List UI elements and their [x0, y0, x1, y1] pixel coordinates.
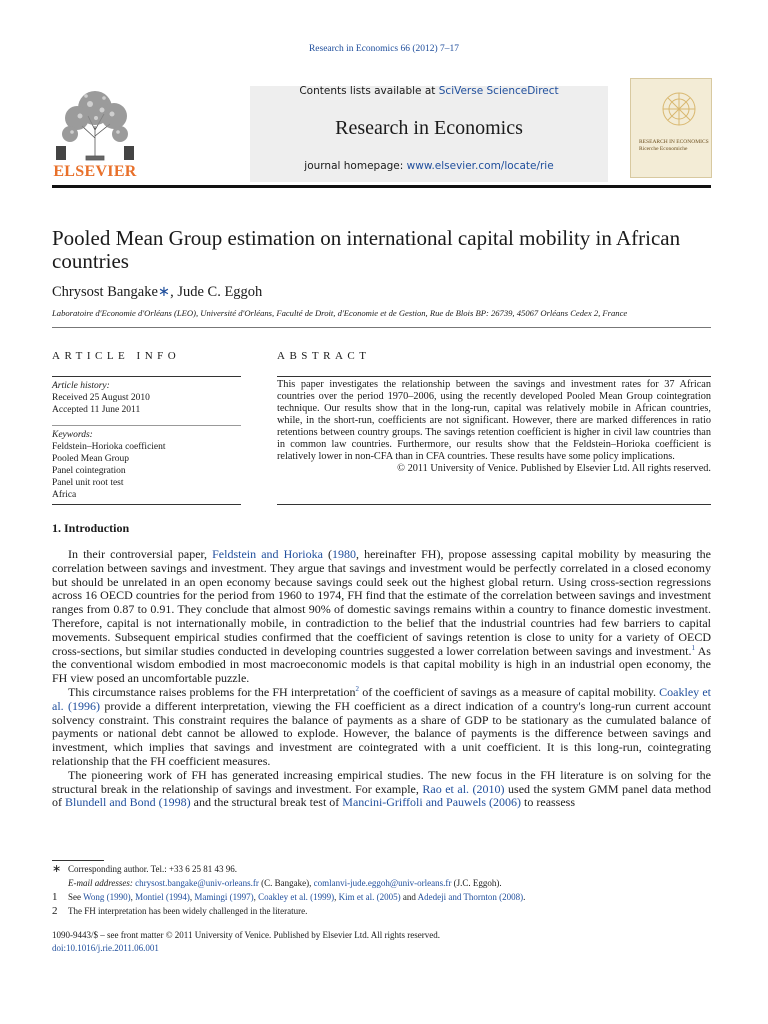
- accepted-date: Accepted 11 June 2011: [52, 405, 141, 415]
- keywords-label: Keywords:: [52, 430, 93, 440]
- affiliation-rule: [52, 327, 711, 328]
- text-run: , hereinafter FH), propose assessing capital mobility by measuring the correlation between savings and investment. They argue that savings and investment would be perfectly correlated in a closed economy but should be unrelated in an open economy because savings could seek out the highest global return. Using cross-section regressions across 16 OECD countries for the period from 1960 to 1974, FH find that the estimate of the correlation between savings and investment ranges from 0.87 to 0.91. They conclude that almost 90% of domestic savings remains within a country to finance domestic investment. Therefore, capital is not internationally mobile, in contradiction to the belief that the industrial countries had few barriers to capital movements. Subsequent empirical studies confirmed that the coefficient of savings retention is close to unity for a variety of OECD cross-sections, but similar studies conducted in developing countries suggested a lower correlation between savings and investment.: [52, 547, 711, 658]
- keyword-item: Africa: [52, 490, 77, 500]
- citation-link[interactable]: Wong (1990): [83, 892, 131, 902]
- citation-link[interactable]: Mancini-Griffoli and Pauwels (2006): [342, 795, 522, 810]
- footnote-marker: ∗: [52, 863, 62, 875]
- text-run: and the structural break test of: [190, 795, 343, 810]
- journal-title: Research in Economics: [335, 117, 523, 139]
- keyword-item: Pooled Mean Group: [52, 454, 130, 464]
- abstract-rule-top: [277, 376, 711, 377]
- text-run: As the conventional wisdom embodied in most macroeconomic models is that capital mobility is high in an industrial open economy, the FH view posed an uncomfortable puzzle.: [52, 643, 711, 686]
- text-run: The pioneering work of FH has generated increasing empirical studies. The new focus in the FH literature is on solving for the structural break in the relationship of savings and investment. For example,: [52, 767, 711, 796]
- article-title: Pooled Mean Group estimation on international capital mobility in African countries: [52, 226, 681, 273]
- footnote-text: Corresponding author. Tel.: +33 6 25 81 43 96.: [68, 864, 238, 874]
- abstract-body: [277, 379, 711, 475]
- text-run: This circumstance raises problems for the FH interpretation: [68, 684, 356, 699]
- info-rule-2: [52, 425, 241, 426]
- keyword-item: Panel unit root test: [52, 478, 124, 488]
- keyword-item: Panel cointegration: [52, 466, 126, 476]
- author-line: [52, 284, 262, 301]
- footnote-1: 1 See Wong (1990), Montiel (1994), Mamingi (1997), Coakley et al. (1999), Kim et al. (2005) and Adedeji and Thornton (2008).: [52, 891, 526, 903]
- citation-link[interactable]: Kim et al. (2005): [338, 892, 401, 902]
- keyword-item: Feldstein–Horioka coefficient: [52, 442, 166, 452]
- info-rule-1: [52, 376, 241, 377]
- text-run: .: [523, 892, 526, 902]
- footnote-2: [52, 905, 711, 917]
- citation-link[interactable]: 1980: [332, 547, 357, 561]
- section-heading-introduction: 1. Introduction: [52, 521, 130, 535]
- abstract-text: This paper investigates the relationship between the savings and investment rates for 37 African countries over the period 1970–2006, using the recently developed Pooled Mean Group cointegration technique. Our results show that in the long-run, capital was relatively mobile in African countries, while, in the short-run, coefficients are not significant. However, there are marked differences in ratio retentions between country groups. The savings retention coefficient is higher in civil law countries than in common law countries. Furthermore, our results show that the Feldstein–Horioka coefficient is relatively lower in non-CFA than in CFA countries. These results have some policy implications.: [277, 379, 711, 462]
- introduction-body: [52, 548, 711, 810]
- article-info-heading: ARTICLE INFO: [52, 350, 181, 362]
- footnote-text: The FH interpretation has been widely challenged in the literature.: [68, 906, 308, 916]
- text-run: of the coefficient of savings as a measure of capital mobility.: [359, 684, 660, 699]
- text-run: (C. Bangake),: [258, 878, 314, 888]
- paragraph-1: [52, 548, 711, 686]
- paragraph-3: [52, 769, 711, 810]
- citation-link[interactable]: Coakley et al. (1996): [52, 684, 712, 713]
- author-separator: ,: [170, 284, 178, 300]
- abstract-rule-bottom: [277, 504, 711, 505]
- affiliation: Laboratoire d'Economie d'Orléans (LEO), Université d'Orléans, Faculté de Droit, d'Economie et de Gestion, Rue de Blois BP: 26739, 45067 Orléans Cedex 2, France: [52, 308, 628, 318]
- text-run: (: [322, 547, 333, 561]
- citation-link[interactable]: Research in Economics 66 (2012) 7–17: [308, 44, 460, 54]
- footnote-marker: 1: [52, 891, 58, 903]
- keywords-block: [52, 429, 241, 501]
- text-run: and: [400, 892, 418, 902]
- paragraph-2: [52, 686, 711, 769]
- history-label: Article history:: [52, 381, 110, 391]
- journal-citation[interactable]: [0, 44, 768, 54]
- cover-text: RESEARCH IN ECONOMICS Ricerche Economiche: [639, 139, 709, 152]
- email-label: E-mail addresses:: [68, 878, 136, 888]
- abstract-copyright: © 2011 University of Venice. Published by Elsevier Ltd. All rights reserved.: [397, 463, 711, 474]
- text-run: used the system GMM panel data method of: [52, 781, 711, 810]
- text-run: to reassess: [521, 795, 576, 810]
- contents-available-line: [250, 85, 608, 97]
- contents-prefix: Contents lists available at: [299, 85, 439, 97]
- sciencedirect-link[interactable]: SciVerse ScienceDirect: [438, 85, 559, 97]
- journal-cover-thumbnail[interactable]: [630, 78, 712, 178]
- info-rule-3: [52, 504, 241, 505]
- citation-link[interactable]: Mamingi (1997): [194, 892, 254, 902]
- citation-link[interactable]: Coakley et al. (1999): [258, 892, 335, 902]
- footnote-ref-2[interactable]: 2: [355, 684, 360, 693]
- citation-link[interactable]: Adedeji and Thornton (2008): [417, 892, 524, 902]
- received-date: Received 25 August 2010: [52, 393, 150, 403]
- doi-text[interactable]: doi:10.1016/j.rie.2011.06.001: [52, 943, 159, 953]
- abstract-heading: ABSTRACT: [277, 350, 371, 362]
- footnote-ref-1[interactable]: 1: [691, 643, 695, 652]
- author-2: Jude C. Eggoh: [177, 284, 263, 300]
- text-run: provide a different interpretation, viewing the FH coefficient as a direct indication of a country's long-run current account solvency constraint. This constraint requires the balance of payments as a share of GDP to be stationary as the cumulated balance of payments or national debt cannot be allowed to explode. However, the balance of payments is the difference between savings and investment, which implies that savings and investment are cointegrated with a unit coefficient. It is this long-run, cointegrating relationship that the FH coefficient measures.: [52, 698, 711, 768]
- journal-homepage-line: [250, 160, 608, 172]
- text-run: In their controversial paper,: [68, 547, 213, 561]
- homepage-link[interactable]: www.elsevier.com/locate/rie: [406, 160, 554, 172]
- footnote-corresponding: [52, 863, 711, 875]
- email-link[interactable]: chrysost.bangake@univ-orleans.fr: [135, 878, 259, 888]
- citation-link[interactable]: Montiel (1994): [135, 892, 190, 902]
- author-1: Chrysost Bangake: [52, 284, 158, 300]
- issn-line: 1090-9443/$ – see front matter © 2011 University of Venice. Published by Elsevier Ltd. All rights reserved.: [52, 930, 441, 940]
- article-history: [52, 380, 241, 416]
- footnote-rule: [52, 860, 104, 861]
- footnote-marker: 2: [52, 905, 58, 917]
- elsevier-wordmark: ELSEVIER: [53, 163, 137, 180]
- email-link[interactable]: comlanvi-jude.eggoh@univ-orleans.fr: [313, 878, 452, 888]
- text-run: (J.C. Eggoh).: [451, 878, 502, 888]
- header-rule: [52, 185, 711, 188]
- citation-link[interactable]: Rao et al. (2010): [422, 781, 505, 796]
- text-run: See: [68, 892, 84, 902]
- cover-ornament-icon: [631, 83, 711, 133]
- citation-link[interactable]: Blundell and Bond (1998): [65, 795, 191, 810]
- footnote-emails: [68, 877, 711, 889]
- citation-link[interactable]: Feldstein and Horioka: [212, 547, 323, 561]
- corresponding-author-mark[interactable]: ∗: [157, 284, 171, 300]
- doi-link[interactable]: [52, 943, 159, 953]
- homepage-prefix: journal homepage:: [304, 160, 407, 172]
